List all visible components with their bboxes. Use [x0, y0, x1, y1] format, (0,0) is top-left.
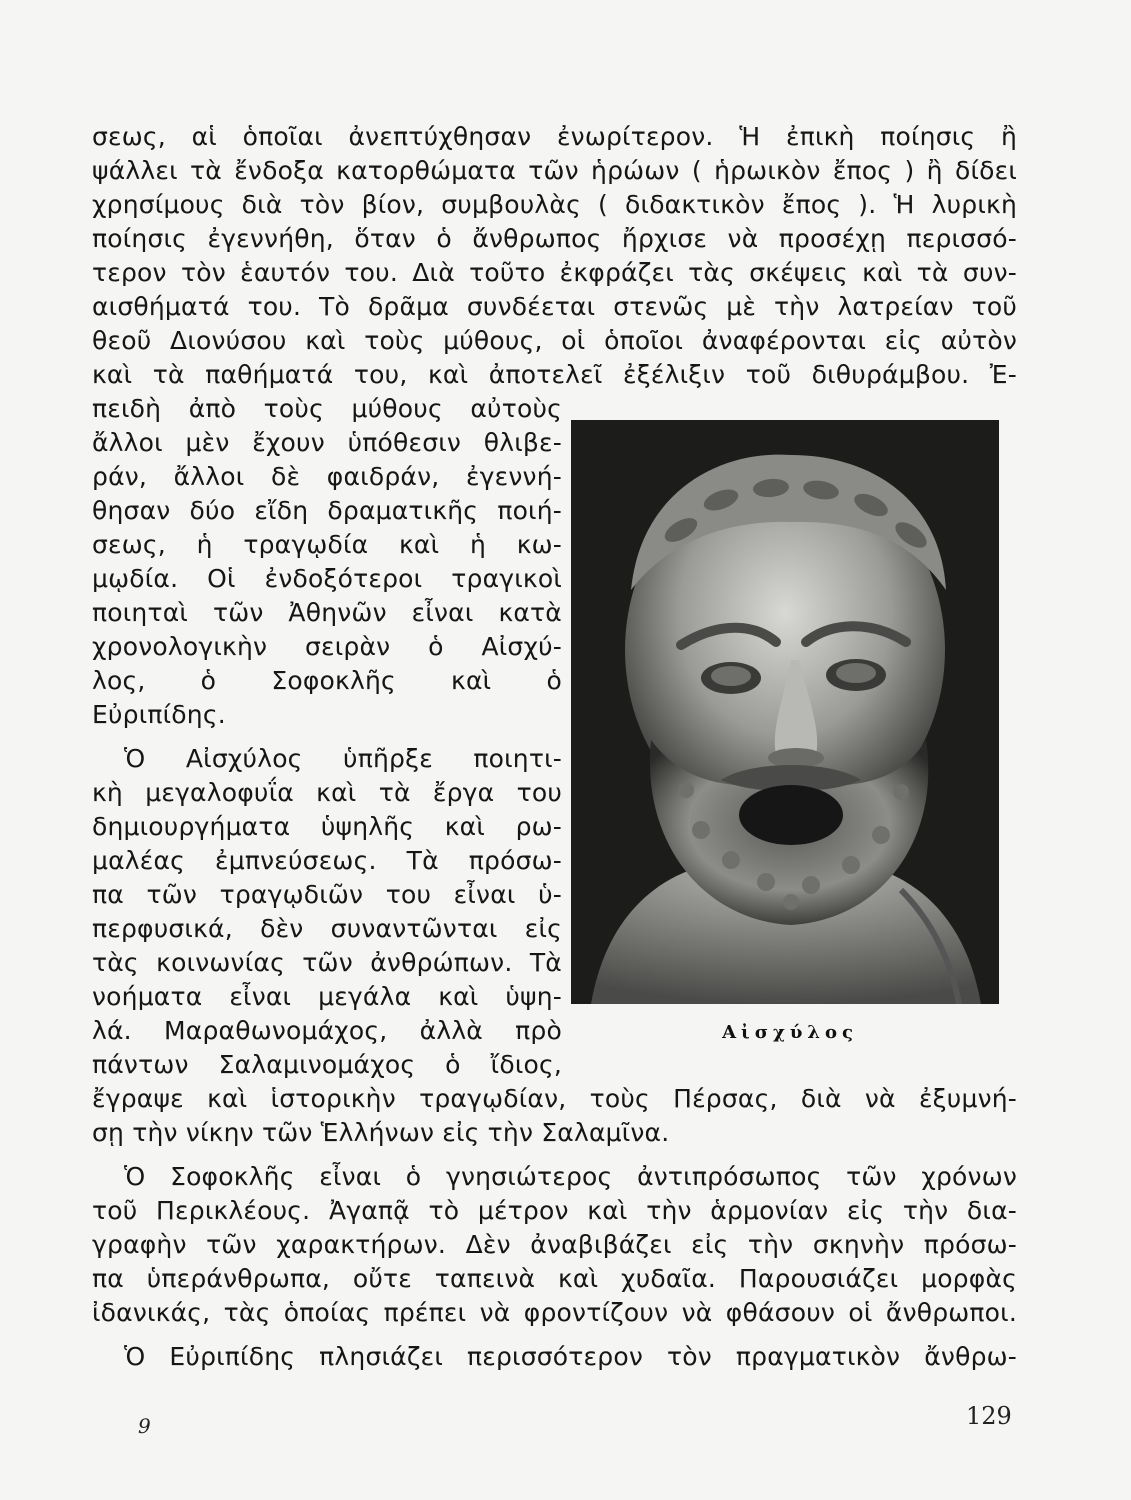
- text-line: σεως, ἡ τραγῳδία καὶ ἡ κω-: [92, 530, 562, 559]
- text-line: ψάλλει τὰ ἔνδοξα κατορθώματα τῶν ἡρώων ( ἡρωικὸν ἔπος ) ἢ δίδει: [92, 156, 1017, 185]
- text-line: Εὐριπίδης.: [92, 700, 226, 729]
- text-line: χρησίμους διὰ τὸν βίον, συμβουλὰς ( διδακτικὸν ἔπος ). Ἡ λυρικὴ: [92, 190, 1017, 219]
- text-line: καὶ τὰ παθήματά του, καὶ ἀποτελεῖ ἐξέλιξιν τοῦ διθυράμβου. Ἐ-: [92, 360, 1017, 389]
- text-line: τὰς κοινωνίας τῶν ἀνθρώπων. Τὰ: [92, 948, 562, 977]
- text-line: αισθήματά του. Τὸ δρᾶμα συνδέεται στενῶς μὲ τὴν λατρείαν τοῦ: [92, 292, 1017, 321]
- signature-mark: 9: [138, 1414, 151, 1438]
- text-line: πα ὑπεράνθρωπα, οὔτε ταπεινὰ καὶ χυδαῖα. Παρουσιάζει μορφὰς: [92, 1264, 1017, 1293]
- text-line: περφυσικά, δὲν συναντῶνται εἰς: [92, 914, 562, 943]
- text-line: χρονολογικὴν σειρὰν ὁ Αἰσχύ-: [92, 632, 562, 661]
- text-line: ράν, ἄλλοι δὲ φαιδράν, ἐγεννή-: [92, 462, 562, 491]
- text-line: Ὁ Εὐριπίδης πλησιάζει περισσότερον τὸν πραγματικὸν ἄνθρω-: [124, 1342, 1017, 1371]
- text-line: κὴ μεγαλοφυΐα καὶ τὰ ἔργα του: [92, 778, 562, 807]
- text-line: δημιουργήματα ὑψηλῆς καὶ ρω-: [92, 812, 562, 841]
- text-line: θησαν δύο εἴδη δραματικῆς ποιή-: [92, 496, 562, 525]
- text-line: πα τῶν τραγῳδιῶν του εἶναι ὑ-: [92, 880, 562, 909]
- text-line: τερον τὸν ἑαυτόν του. Διὰ τοῦτο ἐκφράζει τὰς σκέψεις καὶ τὰ συν-: [92, 258, 1017, 287]
- text-line: λά. Μαραθωνομάχος, ἀλλὰ πρὸ: [92, 1016, 562, 1045]
- text-line: μῳδία. Οἱ ἐνδοξότεροι τραγικοὶ: [92, 564, 562, 593]
- text-line: γραφὴν τῶν χαρακτήρων. Δὲν ἀναβιβάζει εἰς τὴν σκηνὴν πρόσω-: [92, 1230, 1017, 1259]
- aeschylus-bust-photo: [571, 420, 999, 1004]
- text-line: ποίησις ἐγεννήθη, ὅταν ὁ ἄνθρωπος ἤρχισε νὰ προσέχῃ περισσό-: [92, 224, 1017, 253]
- text-line: μαλέας ἐμπνεύσεως. Τὰ πρόσω-: [92, 846, 562, 875]
- text-line: σῃ τὴν νίκην τῶν Ἑλλήνων εἰς τὴν Σαλαμῖνα.: [92, 1118, 670, 1147]
- text-line: θεοῦ Διονύσου καὶ τοὺς μύθους, οἱ ὁποῖοι ἀναφέρονται εἰς αὐτὸν: [92, 326, 1017, 355]
- text-line: πάντων Σαλαμινομάχος ὁ ἴδιος,: [92, 1050, 562, 1079]
- text-line: σεως, αἱ ὁποῖαι ἀνεπτύχθησαν ἐνωρίτερον. Ἡ ἐπικὴ ποίησις ἢ: [92, 122, 1017, 151]
- text-line: λος, ὁ Σοφοκλῆς καὶ ὁ: [92, 666, 562, 695]
- page-number: 129: [966, 1402, 1012, 1430]
- text-line: ἰδανικάς, τὰς ὁποίας πρέπει νὰ φροντίζουν νὰ φθάσουν οἱ ἄνθρωποι.: [92, 1298, 1017, 1327]
- text-line: ποιηταὶ τῶν Ἀθηνῶν εἶναι κατὰ: [92, 598, 562, 627]
- text-line: ἄλλοι μὲν ἔχουν ὑπόθεσιν θλιβε-: [92, 428, 562, 457]
- figure-caption: Αἰσχύλος: [722, 1022, 858, 1043]
- text-line: πειδὴ ἀπὸ τοὺς μύθους αὐτοὺς: [92, 394, 562, 423]
- text-line: τοῦ Περικλέους. Ἀγαπᾷ τὸ μέτρον καὶ τὴν ἁρμονίαν εἰς τὴν δια-: [92, 1196, 1017, 1225]
- text-line: Ὁ Αἰσχύλος ὑπῆρξε ποιητι-: [124, 744, 562, 773]
- text-line: ἔγραψε καὶ ἱστορικὴν τραγῳδίαν, τοὺς Πέρσας, διὰ νὰ ἐξυμνή-: [92, 1084, 1017, 1113]
- text-line: νοήματα εἶναι μεγάλα καὶ ὑψη-: [92, 982, 562, 1011]
- text-line: Ὁ Σοφοκλῆς εἶναι ὁ γνησιώτερος ἀντιπρόσωπος τῶν χρόνων: [124, 1162, 1017, 1191]
